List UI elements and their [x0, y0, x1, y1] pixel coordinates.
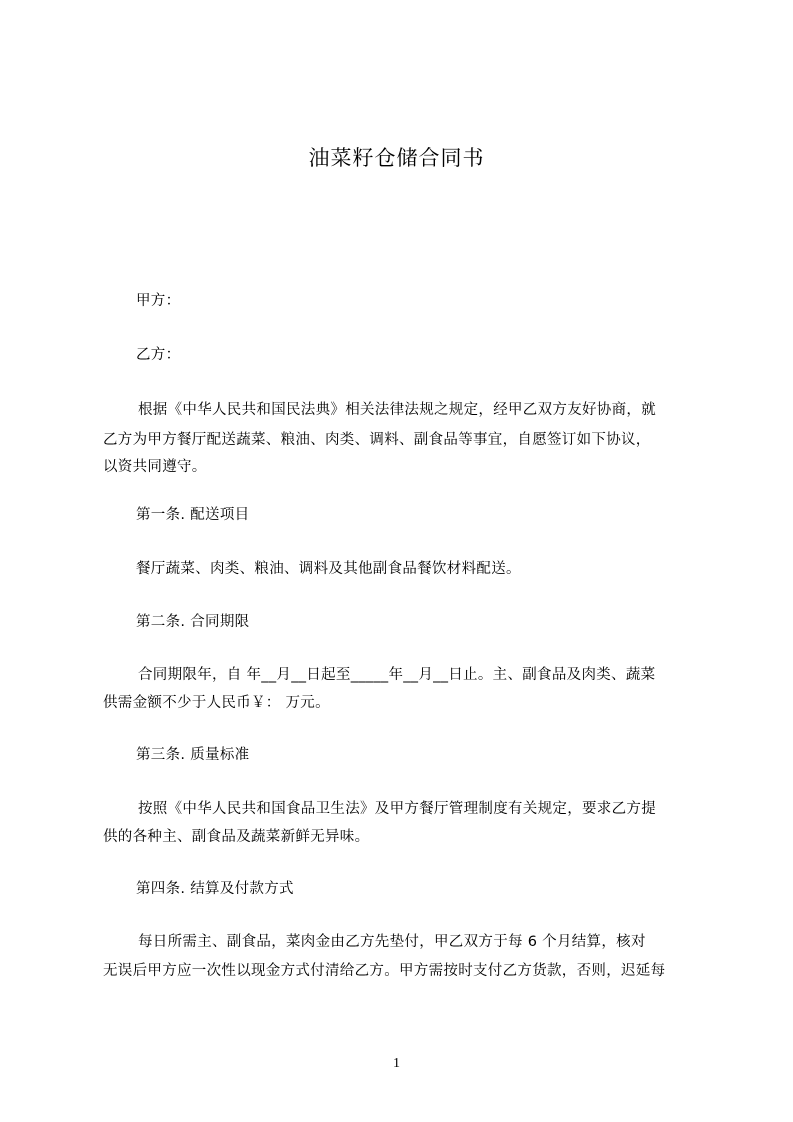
intro-line-2: 乙方为甲方餐厅配送蔬菜、粮油、肉类、调料、副食品等事宜，自愿签订如下协议，: [103, 432, 651, 448]
article3-heading: 第三条. 质量标准: [136, 747, 250, 763]
article2-heading: 第二条. 合同期限: [136, 614, 250, 630]
document-title: 油菜籽仓储合同书: [308, 146, 485, 170]
article2-line-2: 供需金额不少于人民币￥： 万元。: [103, 695, 330, 711]
article1-heading: 第一条. 配送项目: [136, 507, 250, 523]
party-b-line: 乙方：: [136, 347, 181, 363]
article4-line-1: 每日所需主、副食品，菜肉金由乙方先垫付，甲乙双方于每 6 个月结算，核对: [138, 934, 646, 950]
intro-line-1: 根据《中华人民共和国民法典》相关法律法规之规定，经甲乙双方友好协商，就: [138, 402, 656, 418]
page-number: 1: [393, 1056, 400, 1071]
article2-line-1: 合同期限年，自 年__月__日起至_____年__月__日止。主、副食品及肉类、蔬菜: [138, 667, 656, 683]
party-a-line: 甲方：: [136, 293, 181, 309]
article3-line-1: 按照《中华人民共和国食品卫生法》及甲方餐厅管理制度有关规定，要求乙方提: [138, 801, 656, 817]
article3-line-2: 供的各种主、副食品及蔬菜新鲜无异味。: [103, 829, 370, 845]
article1-text: 餐厅蔬菜、肉类、粮油、调料及其他副食品餐饮材料配送。: [136, 561, 521, 577]
intro-line-3: 以资共同遵守。: [103, 459, 207, 475]
article4-line-2: 无误后甲方应一次性以现金方式付清给乙方。甲方需按时支付乙方货款，否则，迟延每: [103, 963, 666, 979]
article4-heading: 第四条. 结算及付款方式: [136, 881, 294, 897]
